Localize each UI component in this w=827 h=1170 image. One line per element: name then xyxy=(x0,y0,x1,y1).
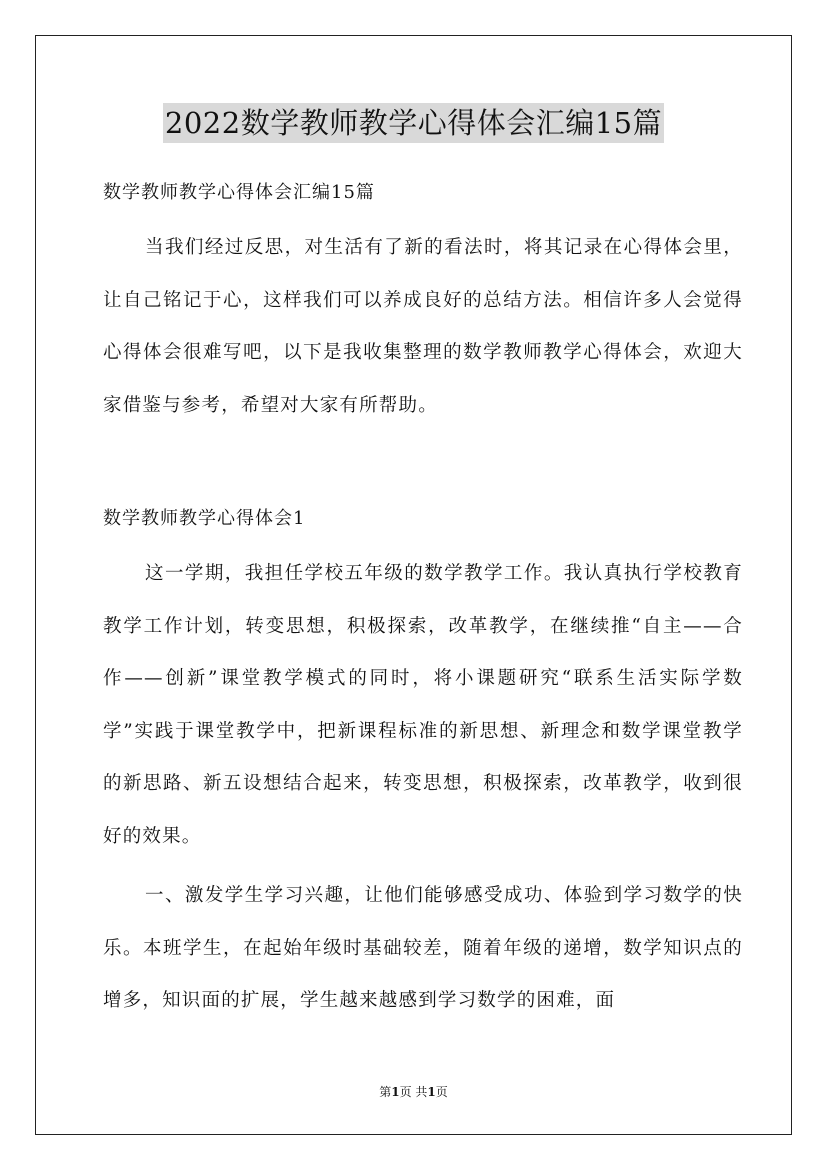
intro-paragraph: 当我们经过反思，对生活有了新的看法时，将其记录在心得体会里，让自己铭记于心，这样我们可以养成良好的总结方法。相信许多人会觉得心得体会很难写吧，以下是我收集整理的数学教师教学心得体会，欢迎大家借鉴与参考，希望对大家有所帮助。 xyxy=(103,237,743,416)
footer-page-current: 1 xyxy=(391,1085,400,1099)
document-title: 2022数学教师教学心得体会汇编15篇 xyxy=(163,103,664,143)
footer-page-total: 1 xyxy=(427,1085,436,1099)
page-footer xyxy=(0,1083,827,1101)
title-container xyxy=(0,103,827,143)
document-subtitle: 数学教师教学心得体会汇编15篇 xyxy=(103,182,375,203)
section-heading-1: 数学教师教学心得体会1 xyxy=(103,508,306,529)
footer-prefix: 第 xyxy=(379,1085,392,1099)
footer-suffix: 页 xyxy=(435,1085,448,1099)
section1-paragraph-1: 这一学期，我担任学校五年级的数学教学工作。我认真执行学校教育教学工作计划，转变思想，积极探索，改革教学，在继续推“自主——合作——创新”课堂教学模式的同时，将小课题研究“联系生活实际学数学”实践于课堂教学中，把新课程标准的新思想、新理念和数学课堂教学的新思路、新五设想结合起来，转变思想，积极探索，改革教学，收到很好的效果。 xyxy=(103,563,743,847)
section1-paragraph-2: 一、激发学生学习兴趣，让他们能够感受成功、体验到学习数学的快乐。本班学生，在起始年级时基础较差，随着年级的递增，数学知识点的增多，知识面的扩展，学生越来越感到学习数学的困难，面 xyxy=(103,885,743,1012)
footer-mid: 页 共 xyxy=(399,1085,428,1099)
